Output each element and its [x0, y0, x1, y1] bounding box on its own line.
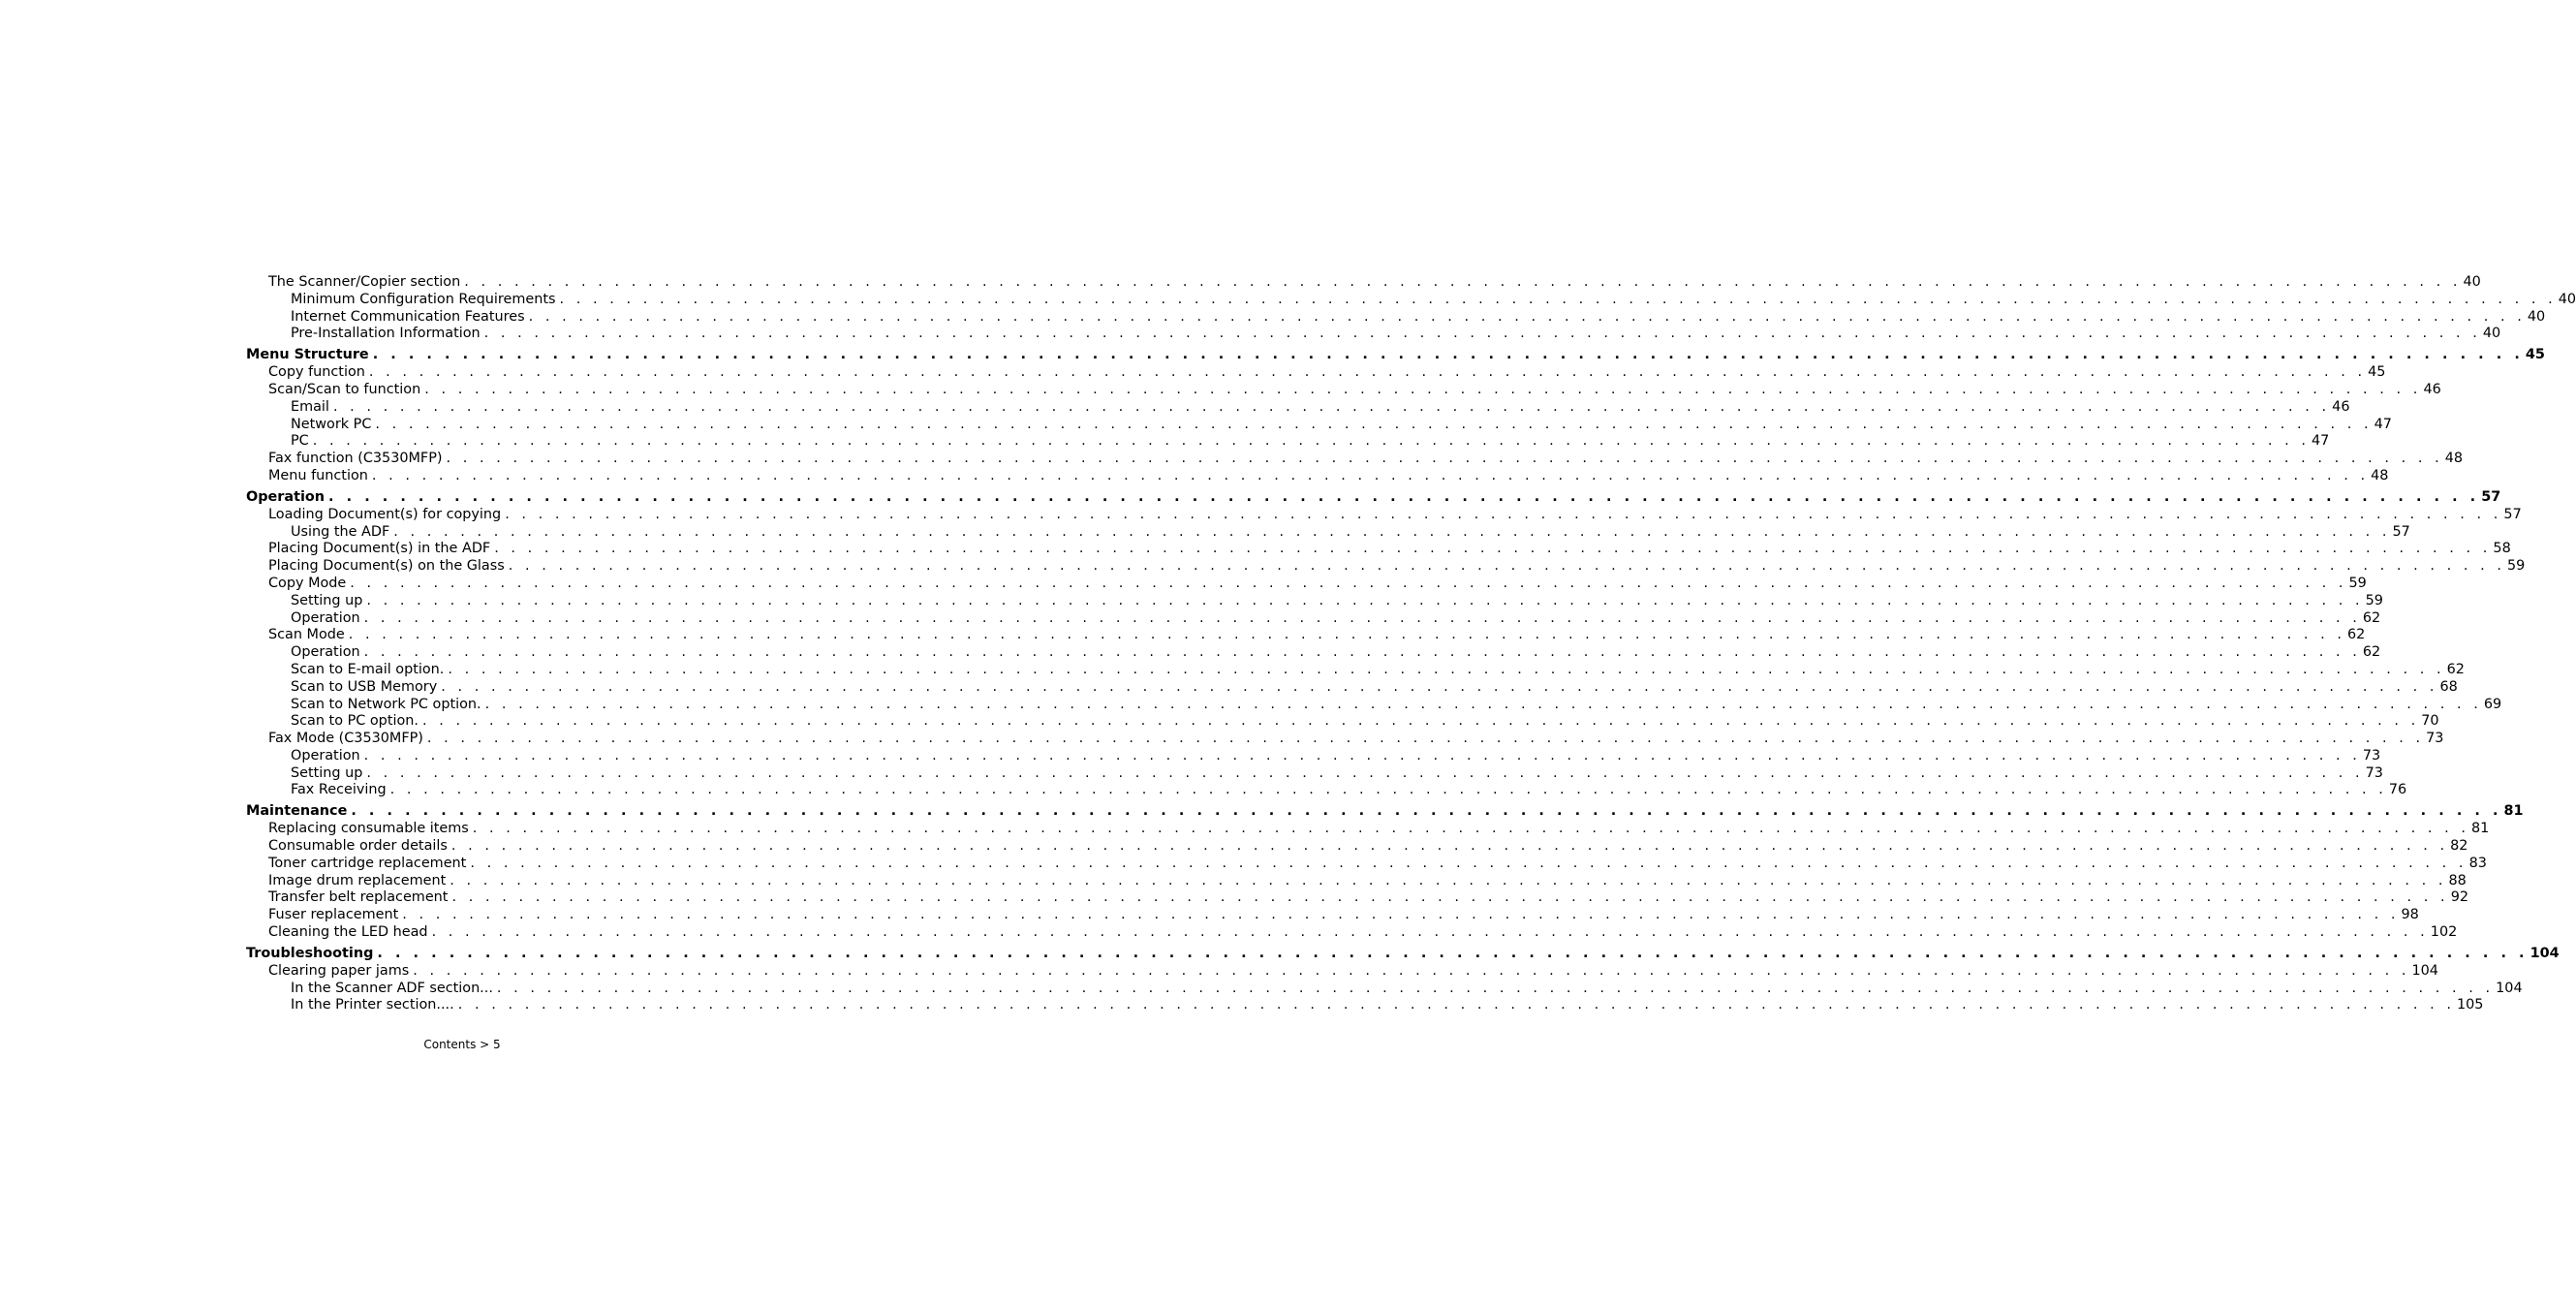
toc-entry[interactable] — [246, 523, 2410, 542]
toc-entry[interactable] — [246, 782, 2407, 799]
toc-entry-page-number: 62 — [2362, 609, 2381, 626]
toc-entry-page-number: 102 — [2430, 924, 2458, 941]
toc-dot-leader: . . . . . . . . . . . . . . . . . . . . . . . . . . . . . . . . . . . . . . . . . . . . . . . . . . . . . . . . . . . . . . . . . . . . . . . . . . . . . . . . . . . . . . . . . . . . . . . . . . . . . . . . . . . . . . . . . . . . . . . . — [472, 821, 2469, 837]
toc-dot-leader: . . . . . . . . . . . . . . . . . . . . . . . . . . . . . . . . . . . . . . . . . . . . . . . . . . . . . . . . . . . . . . . . . . . . . . . . . . . . . . . . . . . . . . . . . . . . . . . . . . . . . . . . . . . . . . . . . . . . . . . . — [350, 575, 2347, 591]
toc-entry[interactable] — [246, 764, 2383, 783]
toc-entry[interactable] — [246, 661, 2465, 679]
toc-dot-leader: . . . . . . . . . . . . . . . . . . . . . . . . . . . . . . . . . . . . . . . . . . . . . . . . . . . . . . . . . . . . . . . . . . . . . . . . . . . . . . . . . . . . . . . . . . . . . . . . . . . . . . . . . . . . . . . . . . . . . . . . — [371, 467, 2370, 483]
toc-entry-label: Cleaning the LED head — [268, 924, 428, 941]
toc-dot-leader: . . . . . . . . . . . . . . . . . . . . . . . . . . . . . . . . . . . . . . . . . . . . . . . . . . . . . . . . . . . . . . . . . . . . . . . . . . . . . . . . . . . . . . . . . . . . . . . . . . . . . . . . . . . . . . . . . . . . . . . . — [413, 962, 2410, 979]
toc-dot-leader: . . . . . . . . . . . . . . . . . . . . . . . . . . . . . . . . . . . . . . . . . . . . . . . . . . . . . . . . . . . . . . . . . . . . . . . . . . . . . . . . . . . . . . . . . . . . . . . . . . . . . . . . . . . . . . . . . . . . . . . . — [393, 523, 2391, 540]
toc-entry-label: Consumable order details — [268, 838, 448, 855]
toc-entry[interactable] — [246, 997, 2484, 1014]
toc-dot-leader: . . . . . . . . . . . . . . . . . . . . . . . . . . . . . . . . . . . . . . . . . . . . . . . . . . . . . . . . . . . . . . . . . . . . . . . . . . . . . . . . . . . . . . . . . . . . . . . . . . . . . . . . . . . . . . . . . . . . . . . . — [332, 398, 2331, 415]
toc-entry-page-number: 62 — [2347, 627, 2366, 643]
toc-chapter-entry[interactable] — [246, 803, 2524, 821]
toc-entry-label: In the Printer section.... — [291, 997, 454, 1013]
toc-entry[interactable] — [246, 855, 2487, 873]
toc-dot-leader: . . . . . . . . . . . . . . . . . . . . . . . . . . . . . . . . . . . . . . . . . . . . . . . . . . . . . . . . . . . . . . . . . . . . . . . . . . . . . . . . . . . . . . . . . . . . . . . . . . . . . . . . . . . . . . . . . . . . . . . . — [351, 803, 2502, 820]
toc-entry-label: Fax function (C3530MFP) — [268, 451, 443, 467]
toc-entry[interactable] — [246, 433, 2330, 451]
toc-entry[interactable] — [246, 627, 2366, 644]
toc-entry-label: Toner cartridge replacement — [268, 855, 467, 871]
toc-entry-label: Clearing paper jams — [268, 962, 410, 979]
toc-entry-page-number: 82 — [2450, 838, 2468, 855]
toc-dot-leader: . . . . . . . . . . . . . . . . . . . . . . . . . . . . . . . . . . . . . . . . . . . . . . . . . . . . . . . . . . . . . . . . . . . . . . . . . . . . . . . . . . . . . . . . . . . . . . . . . . . . . . . . . . . . . . . . . . . . . . . . — [496, 980, 2495, 996]
toc-entry-page-number: 68 — [2439, 678, 2458, 695]
toc-entry-label: In the Scanner ADF section... — [291, 980, 493, 996]
toc-entry-page-number: 62 — [2362, 644, 2381, 661]
toc-entry-page-number: 47 — [2374, 416, 2392, 432]
toc-entry-page-number: 45 — [2525, 347, 2545, 363]
toc-entry-page-number: 46 — [2332, 398, 2350, 415]
toc-entry-page-number: 73 — [2365, 764, 2383, 781]
toc-dot-leader: . . . . . . . . . . . . . . . . . . . . . . . . . . . . . . . . . . . . . . . . . . . . . . . . . . . . . . . . . . . . . . . . . . . . . . . . . . . . . . . . . . . . . . . . . . . . . . . . . . . . . . . . . . . . . . . . . . . . . . . . — [372, 347, 2524, 363]
toc-dot-leader: . . . . . . . . . . . . . . . . . . . . . . . . . . . . . . . . . . . . . . . . . . . . . . . . . . . . . . . . . . . . . . . . . . . . . . . . . . . . . . . . . . . . . . . . . . . . . . . . . . . . . . . . . . . . . . . . . . . . . . . . — [448, 661, 2445, 677]
toc-entry-label: Network PC — [291, 416, 372, 432]
toc-dot-leader: . . . . . . . . . . . . . . . . . . . . . . . . . . . . . . . . . . . . . . . . . . . . . . . . . . . . . . . . . . . . . . . . . . . . . . . . . . . . . . . . . . . . . . . . . . . . . . . . . . . . . . . . . . . . . . . . . . . . . . . . — [363, 747, 2361, 764]
toc-entry-label: Image drum replacement — [268, 872, 447, 888]
toc-entry-label: Scan/Scan to function — [268, 381, 421, 397]
toc-entry-page-number: 58 — [2493, 541, 2511, 557]
toc-entry-page-number: 81 — [2503, 803, 2524, 820]
toc-entry-label: Copy Mode — [268, 575, 347, 591]
toc-entry-label: Fax Mode (C3530MFP) — [268, 731, 423, 747]
toc-dot-leader: . . . . . . . . . . . . . . . . . . . . . . . . . . . . . . . . . . . . . . . . . . . . . . . . . . . . . . . . . . . . . . . . . . . . . . . . . . . . . . . . . . . . . . . . . . . . . . . . . . . . . . . . . . . . . . . . . . . . . . . . — [450, 872, 2447, 888]
toc-entry[interactable] — [246, 821, 2490, 838]
toc-entry-page-number: 48 — [2371, 467, 2389, 483]
toc-entry-label: Menu function — [268, 467, 368, 483]
toc-entry-page-number: 81 — [2471, 821, 2490, 837]
toc-entry-page-number: 48 — [2444, 451, 2464, 467]
toc-dot-leader: . . . . . . . . . . . . . . . . . . . . . . . . . . . . . . . . . . . . . . . . . . . . . . . . . . . . . . . . . . . . . . . . . . . . . . . . . . . . . . . . . . . . . . . . . . . . . . . . . . . . . . . . . . . . . . . . . . . . . . . . — [424, 381, 2422, 397]
toc-entry[interactable] — [246, 467, 2389, 485]
toc-dot-leader: . . . . . . . . . . . . . . . . . . . . . . . . . . . . . . . . . . . . . . . . . . . . . . . . . . . . . . . . . . . . . . . . . . . . . . . . . . . . . . . . . . . . . . . . . . . . . . . . . . . . . . . . . . . . . . . . . . . . . . . . — [457, 997, 2455, 1013]
toc-entry-page-number: 47 — [2311, 433, 2330, 450]
toc-chapter-entry[interactable] — [246, 347, 2545, 364]
toc-dot-leader: . . . . . . . . . . . . . . . . . . . . . . . . . . . . . . . . . . . . . . . . . . . . . . . . . . . . . . . . . . . . . . . . . . . . . . . . . . . . . . . . . . . . . . . . . . . . . . . . . . . . . . . . . . . . . . . . . . . . . . . . — [484, 696, 2482, 712]
toc-entry-label: Scan to USB Memory — [291, 678, 438, 695]
toc-entry[interactable] — [246, 558, 2526, 576]
toc-entry-page-number: 76 — [2388, 782, 2407, 798]
toc-dot-leader: . . . . . . . . . . . . . . . . . . . . . . . . . . . . . . . . . . . . . . . . . . . . . . . . . . . . . . . . . . . . . . . . . . . . . . . . . . . . . . . . . . . . . . . . . . . . . . . . . . . . . . . . . . . . . . . . . . . . . . . . — [363, 644, 2361, 661]
toc-entry-label: Pre-Installation Information — [291, 326, 481, 342]
toc-dot-leader: . . . . . . . . . . . . . . . . . . . . . . . . . . . . . . . . . . . . . . . . . . . . . . . . . . . . . . . . . . . . . . . . . . . . . . . . . . . . . . . . . . . . . . . . . . . . . . . . . . . . . . . . . . . . . . . . . . . . . . . . — [450, 838, 2449, 855]
toc-entry-label: Placing Document(s) in the ADF — [268, 541, 491, 557]
toc-entry-label: Scan to Network PC option. — [291, 696, 481, 712]
toc-entry[interactable] — [246, 962, 2438, 981]
toc-dot-leader: . . . . . . . . . . . . . . . . . . . . . . . . . . . . . . . . . . . . . . . . . . . . . . . . . . . . . . . . . . . . . . . . . . . . . . . . . . . . . . . . . . . . . . . . . . . . . . . . . . . . . . . . . . . . . . . . . . . . . . . . — [328, 488, 2480, 505]
toc-entry[interactable] — [246, 326, 2501, 343]
toc-entry[interactable] — [246, 924, 2458, 942]
toc-entry[interactable] — [246, 291, 2576, 309]
toc-entry-page-number: 92 — [2450, 889, 2468, 906]
toc-entry-label: Fax Receiving — [291, 782, 387, 798]
toc-dot-leader: . . . . . . . . . . . . . . . . . . . . . . . . . . . . . . . . . . . . . . . . . . . . . . . . . . . . . . . . . . . . . . . . . . . . . . . . . . . . . . . . . . . . . . . . . . . . . . . . . . . . . . . . . . . . . . . . . . . . . . . . — [375, 416, 2373, 432]
toc-entry-label: Maintenance — [246, 803, 348, 820]
toc-entry-label: Operation — [246, 488, 326, 505]
toc-entry[interactable] — [246, 364, 2386, 382]
toc-entry-label: Using the ADF — [291, 523, 390, 540]
toc-dot-leader: . . . . . . . . . . . . . . . . . . . . . . . . . . . . . . . . . . . . . . . . . . . . . . . . . . . . . . . . . . . . . . . . . . . . . . . . . . . . . . . . . . . . . . . . . . . . . . . . . . . . . . . . . . . . . . . . . . . . . . . . — [464, 274, 2462, 290]
toc-entry-page-number: 73 — [2362, 747, 2381, 764]
toc-dot-leader: . . . . . . . . . . . . . . . . . . . . . . . . . . . . . . . . . . . . . . . . . . . . . . . . . . . . . . . . . . . . . . . . . . . . . . . . . . . . . . . . . . . . . . . . . . . . . . . . . . . . . . . . . . . . . . . . . . . . . . . . — [312, 433, 2310, 450]
toc-entry[interactable] — [246, 609, 2381, 628]
toc-entry-page-number: 45 — [2368, 364, 2386, 381]
toc-dot-leader: . . . . . . . . . . . . . . . . . . . . . . . . . . . . . . . . . . . . . . . . . . . . . . . . . . . . . . . . . . . . . . . . . . . . . . . . . . . . . . . . . . . . . . . . . . . . . . . . . . . . . . . . . . . . . . . . . . . . . . . . — [426, 731, 2425, 747]
toc-entry-label: Menu Structure — [246, 347, 369, 363]
toc-dot-leader: . . . . . . . . . . . . . . . . . . . . . . . . . . . . . . . . . . . . . . . . . . . . . . . . . . . . . . . . . . . . . . . . . . . . . . . . . . . . . . . . . . . . . . . . . . . . . . . . . . . . . . . . . . . . . . . . . . . . . . . . — [446, 451, 2443, 467]
toc-entry-page-number: 70 — [2421, 713, 2439, 730]
toc-dot-leader: . . . . . . . . . . . . . . . . . . . . . . . . . . . . . . . . . . . . . . . . . . . . . . . . . . . . . . . . . . . . . . . . . . . . . . . . . . . . . . . . . . . . . . . . . . . . . . . . . . . . . . . . . . . . . . . . . . . . . . . . — [494, 541, 2492, 557]
toc-dot-leader: . . . . . . . . . . . . . . . . . . . . . . . . . . . . . . . . . . . . . . . . . . . . . . . . . . . . . . . . . . . . . . . . . . . . . . . . . . . . . . . . . . . . . . . . . . . . . . . . . . . . . . . . . . . . . . . . . . . . . . . . — [421, 713, 2420, 730]
toc-entry[interactable] — [246, 381, 2441, 399]
toc-entry-label: Placing Document(s) on the Glass — [268, 558, 505, 575]
toc-entry-page-number: 59 — [2348, 575, 2367, 591]
toc-entry-page-number: 83 — [2468, 855, 2487, 871]
toc-entry[interactable] — [246, 872, 2467, 890]
toc-dot-leader: . . . . . . . . . . . . . . . . . . . . . . . . . . . . . . . . . . . . . . . . . . . . . . . . . . . . . . . . . . . . . . . . . . . . . . . . . . . . . . . . . . . . . . . . . . . . . . . . . . . . . . . . . . . . . . . . . . . . . . . . — [389, 782, 2387, 798]
toc-entry[interactable] — [246, 696, 2502, 714]
toc-dot-leader: . . . . . . . . . . . . . . . . . . . . . . . . . . . . . . . . . . . . . . . . . . . . . . . . . . . . . . . . . . . . . . . . . . . . . . . . . . . . . . . . . . . . . . . . . . . . . . . . . . . . . . . . . . . . . . . . . . . . . . . . — [508, 558, 2505, 575]
toc-entry-page-number: 40 — [2558, 291, 2576, 307]
toc-entry-page-number: 57 — [2392, 523, 2410, 540]
toc-entry-page-number: 104 — [2411, 962, 2438, 979]
toc-entry[interactable] — [246, 747, 2381, 765]
toc-entry-page-number: 59 — [2506, 558, 2526, 575]
toc-entry-label: Replacing consumable items — [268, 821, 469, 837]
toc-entry[interactable] — [246, 678, 2458, 697]
toc-dot-leader: . . . . . . . . . . . . . . . . . . . . . . . . . . . . . . . . . . . . . . . . . . . . . . . . . . . . . . . . . . . . . . . . . . . . . . . . . . . . . . . . . . . . . . . . . . . . . . . . . . . . . . . . . . . . . . . . . . . . . . . . — [377, 946, 2529, 962]
toc-dot-leader: . . . . . . . . . . . . . . . . . . . . . . . . . . . . . . . . . . . . . . . . . . . . . . . . . . . . . . . . . . . . . . . . . . . . . . . . . . . . . . . . . . . . . . . . . . . . . . . . . . . . . . . . . . . . . . . . . . . . . . . . — [366, 592, 2364, 608]
toc-entry-page-number: 40 — [2482, 326, 2501, 342]
toc-entry-page-number: 40 — [2527, 308, 2546, 325]
toc-dot-leader: . . . . . . . . . . . . . . . . . . . . . . . . . . . . . . . . . . . . . . . . . . . . . . . . . . . . . . . . . . . . . . . . . . . . . . . . . . . . . . . . . . . . . . . . . . . . . . . . . . . . . . . . . . . . . . . . . . . . . . . . — [483, 326, 2481, 342]
toc-dot-leader: . . . . . . . . . . . . . . . . . . . . . . . . . . . . . . . . . . . . . . . . . . . . . . . . . . . . . . . . . . . . . . . . . . . . . . . . . . . . . . . . . . . . . . . . . . . . . . . . . . . . . . . . . . . . . . . . . . . . . . . . — [402, 907, 2400, 923]
toc-dot-leader: . . . . . . . . . . . . . . . . . . . . . . . . . . . . . . . . . . . . . . . . . . . . . . . . . . . . . . . . . . . . . . . . . . . . . . . . . . . . . . . . . . . . . . . . . . . . . . . . . . . . . . . . . . . . . . . . . . . . . . . . — [470, 855, 2467, 871]
toc-entry-label: Minimum Configuration Requirements — [291, 291, 556, 307]
toc-entry-label: Setting up — [291, 592, 363, 608]
toc-entry-label: Fuser replacement — [268, 907, 399, 923]
toc-entry[interactable] — [246, 506, 2522, 524]
toc-dot-leader: . . . . . . . . . . . . . . . . . . . . . . . . . . . . . . . . . . . . . . . . . . . . . . . . . . . . . . . . . . . . . . . . . . . . . . . . . . . . . . . . . . . . . . . . . . . . . . . . . . . . . . . . . . . . . . . . . . . . . . . . — [528, 308, 2526, 325]
toc-entry-page-number: 73 — [2426, 731, 2444, 747]
toc-entry-page-number: 98 — [2401, 907, 2419, 923]
toc-entry-label: Troubleshooting — [246, 946, 374, 962]
toc-entry-page-number: 59 — [2365, 592, 2383, 608]
toc-entry[interactable] — [246, 398, 2350, 417]
toc-entry-page-number: 40 — [2463, 274, 2481, 290]
toc-entry[interactable] — [246, 541, 2511, 558]
toc-entry[interactable] — [246, 451, 2464, 468]
toc-entry-label: Operation — [291, 644, 360, 661]
toc-entry-label: Loading Document(s) for copying — [268, 506, 502, 522]
toc-entry[interactable] — [246, 731, 2444, 748]
toc-entry-page-number: 104 — [2496, 980, 2523, 996]
toc-entry[interactable] — [246, 980, 2523, 998]
toc-entry-page-number: 62 — [2446, 661, 2465, 677]
toc-entry[interactable] — [246, 274, 2481, 292]
toc-dot-leader: . . . . . . . . . . . . . . . . . . . . . . . . . . . . . . . . . . . . . . . . . . . . . . . . . . . . . . . . . . . . . . . . . . . . . . . . . . . . . . . . . . . . . . . . . . . . . . . . . . . . . . . . . . . . . . . . . . . . . . . . — [441, 678, 2438, 695]
toc-entry-label: Transfer belt replacement — [268, 889, 449, 906]
toc-dot-leader: . . . . . . . . . . . . . . . . . . . . . . . . . . . . . . . . . . . . . . . . . . . . . . . . . . . . . . . . . . . . . . . . . . . . . . . . . . . . . . . . . . . . . . . . . . . . . . . . . . . . . . . . . . . . . . . . . . . . . . . . — [366, 764, 2364, 781]
toc-entry[interactable] — [246, 838, 2468, 856]
toc-entry-page-number: 105 — [2456, 997, 2484, 1013]
toc-entry-label: PC — [291, 433, 309, 450]
toc-entry-label: Email — [291, 398, 329, 415]
toc-entry-label: Internet Communication Features — [291, 308, 525, 325]
toc-entry-label: Operation — [291, 747, 360, 764]
toc-entry-label: Operation — [291, 609, 360, 626]
toc-dot-leader: . . . . . . . . . . . . . . . . . . . . . . . . . . . . . . . . . . . . . . . . . . . . . . . . . . . . . . . . . . . . . . . . . . . . . . . . . . . . . . . . . . . . . . . . . . . . . . . . . . . . . . . . . . . . . . . . . . . . . . . . — [368, 364, 2367, 381]
toc-entry-page-number: 57 — [2503, 506, 2522, 522]
toc-entry-page-number: 88 — [2448, 872, 2467, 888]
toc-entry-label: Scan to E-mail option. — [291, 661, 445, 677]
table-of-contents — [246, 274, 2576, 1014]
toc-entry-label: Copy function — [268, 364, 365, 381]
toc-dot-leader: . . . . . . . . . . . . . . . . . . . . . . . . . . . . . . . . . . . . . . . . . . . . . . . . . . . . . . . . . . . . . . . . . . . . . . . . . . . . . . . . . . . . . . . . . . . . . . . . . . . . . . . . . . . . . . . . . . . . . . . . — [348, 627, 2346, 643]
toc-chapter-entry[interactable] — [246, 488, 2501, 507]
toc-entry-label: Scan to PC option. — [291, 713, 419, 730]
toc-entry[interactable] — [246, 889, 2468, 907]
toc-dot-leader: . . . . . . . . . . . . . . . . . . . . . . . . . . . . . . . . . . . . . . . . . . . . . . . . . . . . . . . . . . . . . . . . . . . . . . . . . . . . . . . . . . . . . . . . . . . . . . . . . . . . . . . . . . . . . . . . . . . . . . . . — [451, 889, 2449, 906]
toc-entry[interactable] — [246, 416, 2392, 434]
toc-entry[interactable] — [246, 592, 2383, 610]
page-footer: Contents > 5 — [423, 1038, 501, 1051]
toc-entry-page-number: 57 — [2481, 488, 2501, 505]
toc-entry-label: Setting up — [291, 764, 363, 781]
toc-entry[interactable] — [246, 575, 2367, 593]
toc-dot-leader: . . . . . . . . . . . . . . . . . . . . . . . . . . . . . . . . . . . . . . . . . . . . . . . . . . . . . . . . . . . . . . . . . . . . . . . . . . . . . . . . . . . . . . . . . . . . . . . . . . . . . . . . . . . . . . . . . . . . . . . . — [431, 924, 2429, 941]
toc-dot-leader: . . . . . . . . . . . . . . . . . . . . . . . . . . . . . . . . . . . . . . . . . . . . . . . . . . . . . . . . . . . . . . . . . . . . . . . . . . . . . . . . . . . . . . . . . . . . . . . . . . . . . . . . . . . . . . . . . . . . . . . . — [505, 506, 2502, 522]
toc-entry[interactable] — [246, 308, 2546, 327]
toc-entry[interactable] — [246, 713, 2439, 731]
toc-entry-label: Scan Mode — [268, 627, 345, 643]
toc-dot-leader: . . . . . . . . . . . . . . . . . . . . . . . . . . . . . . . . . . . . . . . . . . . . . . . . . . . . . . . . . . . . . . . . . . . . . . . . . . . . . . . . . . . . . . . . . . . . . . . . . . . . . . . . . . . . . . . . . . . . . . . . — [363, 609, 2361, 626]
toc-entry-page-number: 46 — [2423, 381, 2441, 397]
toc-entry-label: The Scanner/Copier section — [268, 274, 461, 290]
toc-entry[interactable] — [246, 907, 2419, 924]
toc-entry-page-number: 104 — [2529, 946, 2560, 962]
toc-chapter-entry[interactable] — [246, 946, 2560, 963]
toc-entry-page-number: 69 — [2483, 696, 2502, 712]
toc-dot-leader: . . . . . . . . . . . . . . . . . . . . . . . . . . . . . . . . . . . . . . . . . . . . . . . . . . . . . . . . . . . . . . . . . . . . . . . . . . . . . . . . . . . . . . . . . . . . . . . . . . . . . . . . . . . . . . . . . . . . . . . . — [559, 291, 2557, 307]
toc-entry[interactable] — [246, 644, 2381, 662]
